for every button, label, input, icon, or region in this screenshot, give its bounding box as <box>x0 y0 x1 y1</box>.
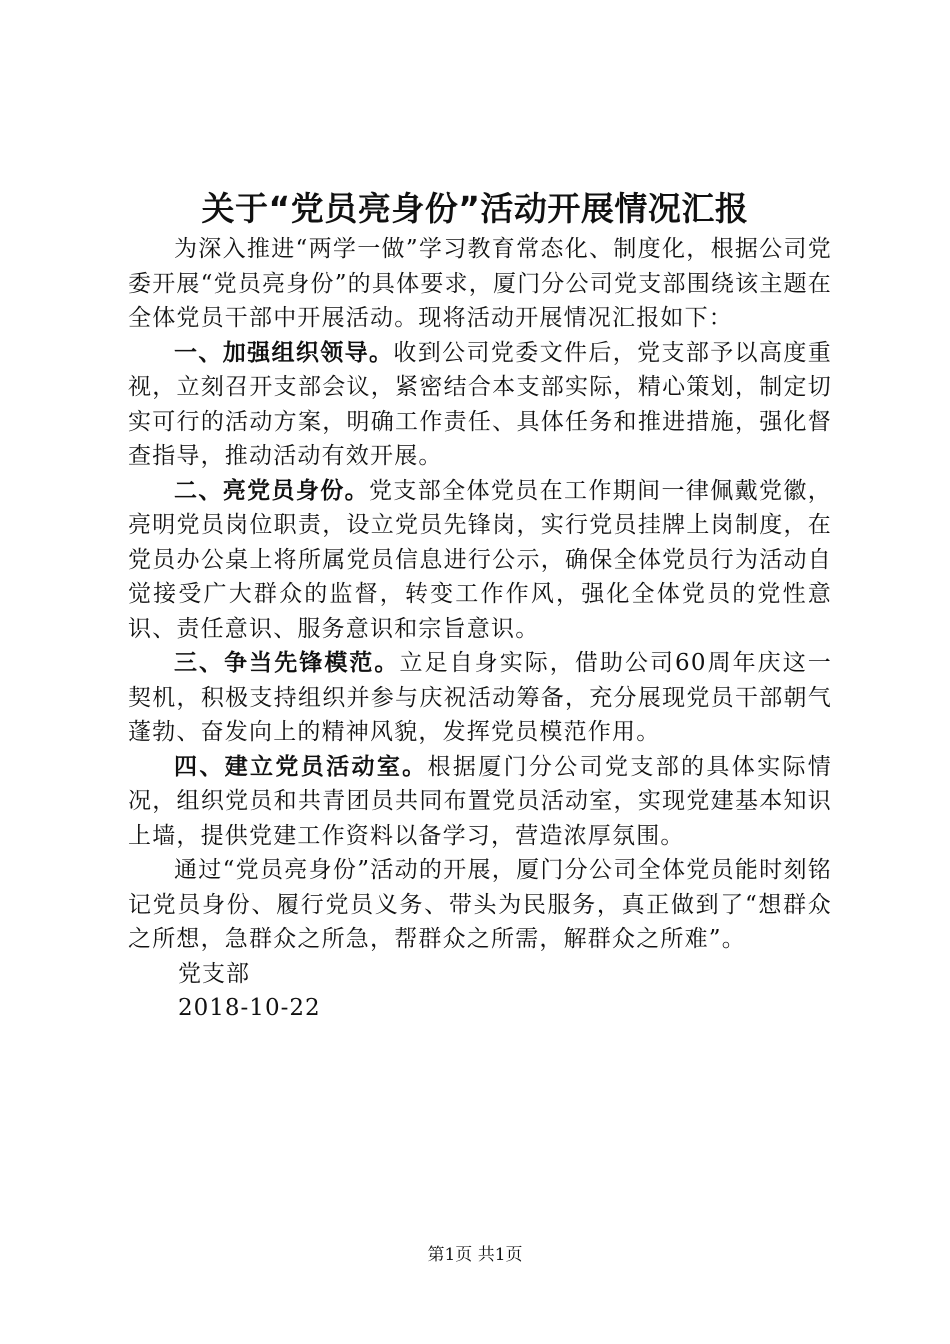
document-title: 关于“党员亮身份”活动开展情况汇报 <box>201 189 749 228</box>
section-heading-3: 三、争当先锋模范。 <box>174 650 400 676</box>
section-paragraph-4 <box>128 750 832 854</box>
section-paragraph-3 <box>128 646 832 750</box>
section-text-3: 立足自身实际，借助公司60周年庆这一契机，积极支持组织并参与庆祝活动筹备，充分展现党员干部朝气蓬勃、奋发向上的精神风貌，发挥党员模范作用。 <box>128 650 832 745</box>
section-heading-1: 一、加强组织领导。 <box>174 339 394 366</box>
section-heading-2: 二、亮党员身份。 <box>174 477 370 504</box>
section-text-1: 收到公司党委文件后，党支部予以高度重视，立刻召开支部会议，紧密结合本支部实际，精心策划，制定切实可行的活动方案，明确工作责任、具体任务和推进措施，强化督查指导，推动活动有效开展。 <box>128 339 832 469</box>
document-date: 2018-10-22 <box>178 995 321 1021</box>
conclusion-paragraph: 通过“党员亮身份”活动的开展，厦门分公司全体党员能时刻铭记党员身份、履行党员义务、带头为民服务，真正做到了“想群众之所想，急群众之所急，帮群众之所需，解群众之所难”。 <box>128 857 832 952</box>
section-text-4: 根据厦门分公司党支部的具体实际情况，组织党员和共青团员共同布置党员活动室，实现党建基本知识上墙，提供党建工作资料以备学习，营造浓厚氛围。 <box>128 753 833 849</box>
section-paragraph-2 <box>128 474 832 647</box>
section-paragraph-1 <box>128 336 832 474</box>
section-heading-4: 四、建立党员活动室。 <box>174 753 428 780</box>
signature: 党支部 <box>178 960 250 987</box>
page-footer: 第1页 共1页 <box>427 1245 523 1265</box>
document-body <box>128 232 832 1026</box>
intro-paragraph: 为深入推进“两学一做”学习教育常态化、制度化，根据公司党委开展“党员亮身份”的具体要求，厦门分公司党支部围绕该主题在全体党员干部中开展活动。现将活动开展情况汇报如下： <box>128 236 832 331</box>
section-text-2: 党支部全体党员在工作期间一律佩戴党徽，亮明党员岗位职责，设立党员先锋岗，实行党员挂牌上岗制度，在党员办公桌上将所属党员信息进行公示，确保全体党员行为活动自觉接受广大群众的监督，转变工作作风，强化全体党员的党性意识、责任意识、服务意识和宗旨意识。 <box>128 477 832 642</box>
